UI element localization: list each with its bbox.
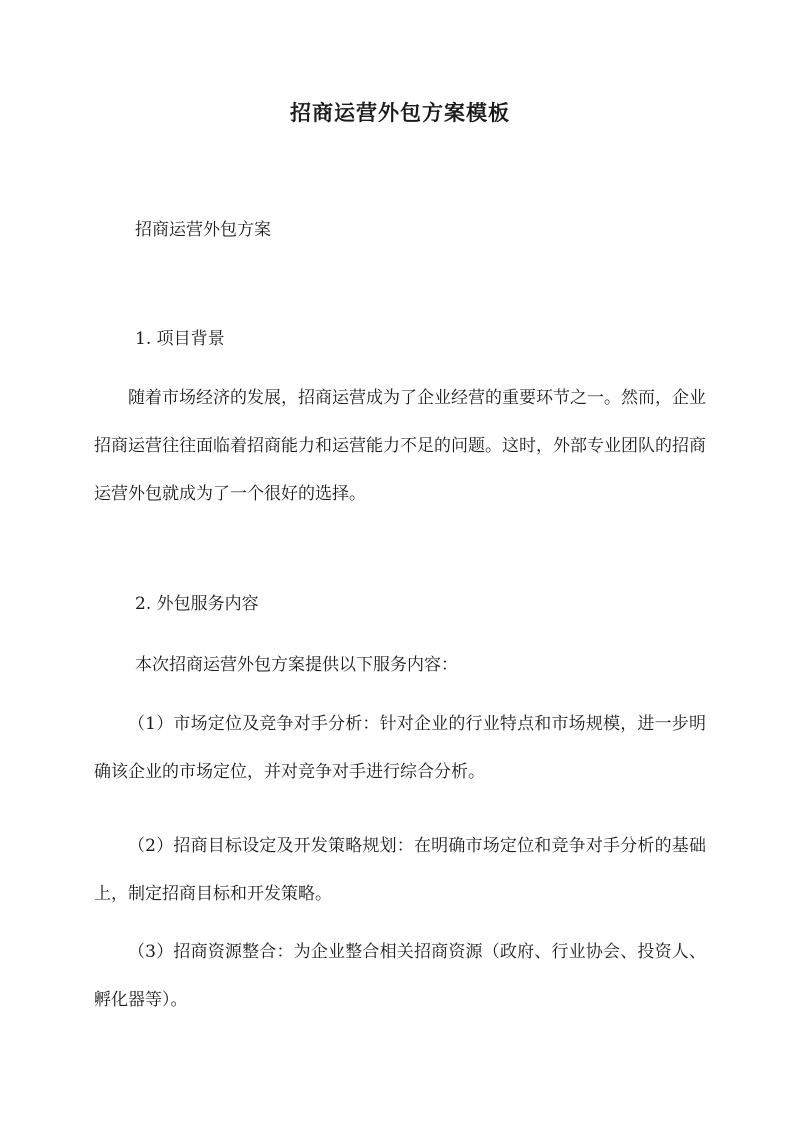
section-heading-services: 2. 外包服务内容 <box>135 594 259 614</box>
list-item-investment-targets: （2）招商目标设定及开发策略规划：在明确市场定位和竞争对手分析的基础上，制定招商目标和开发策略。 <box>94 836 706 904</box>
list-item-resource-integration: （3）招商资源整合：为企业整合相关招商资源（政府、行业协会、投资人、孵化器等）。 <box>94 942 706 1010</box>
paragraph-services-intro: 本次招商运营外包方案提供以下服务内容： <box>135 655 458 675</box>
document-title: 招商运营外包方案模板 <box>290 100 510 125</box>
section-heading-background: 1. 项目背景 <box>135 329 225 349</box>
document-subtitle: 招商运营外包方案 <box>135 220 271 240</box>
paragraph-background: 随着市场经济的发展，招商运营成为了企业经营的重要环节之一。然而，企业招商运营往往面临着招商能力和运营能力不足的问题。这时，外部专业团队的招商运营外包就成为了一个很好的选择。 <box>94 388 706 504</box>
list-item-market-positioning: （1）市场定位及竞争对手分析：针对企业的行业特点和市场规模，进一步明确该企业的市场定位，并对竞争对手进行综合分析。 <box>94 714 706 782</box>
